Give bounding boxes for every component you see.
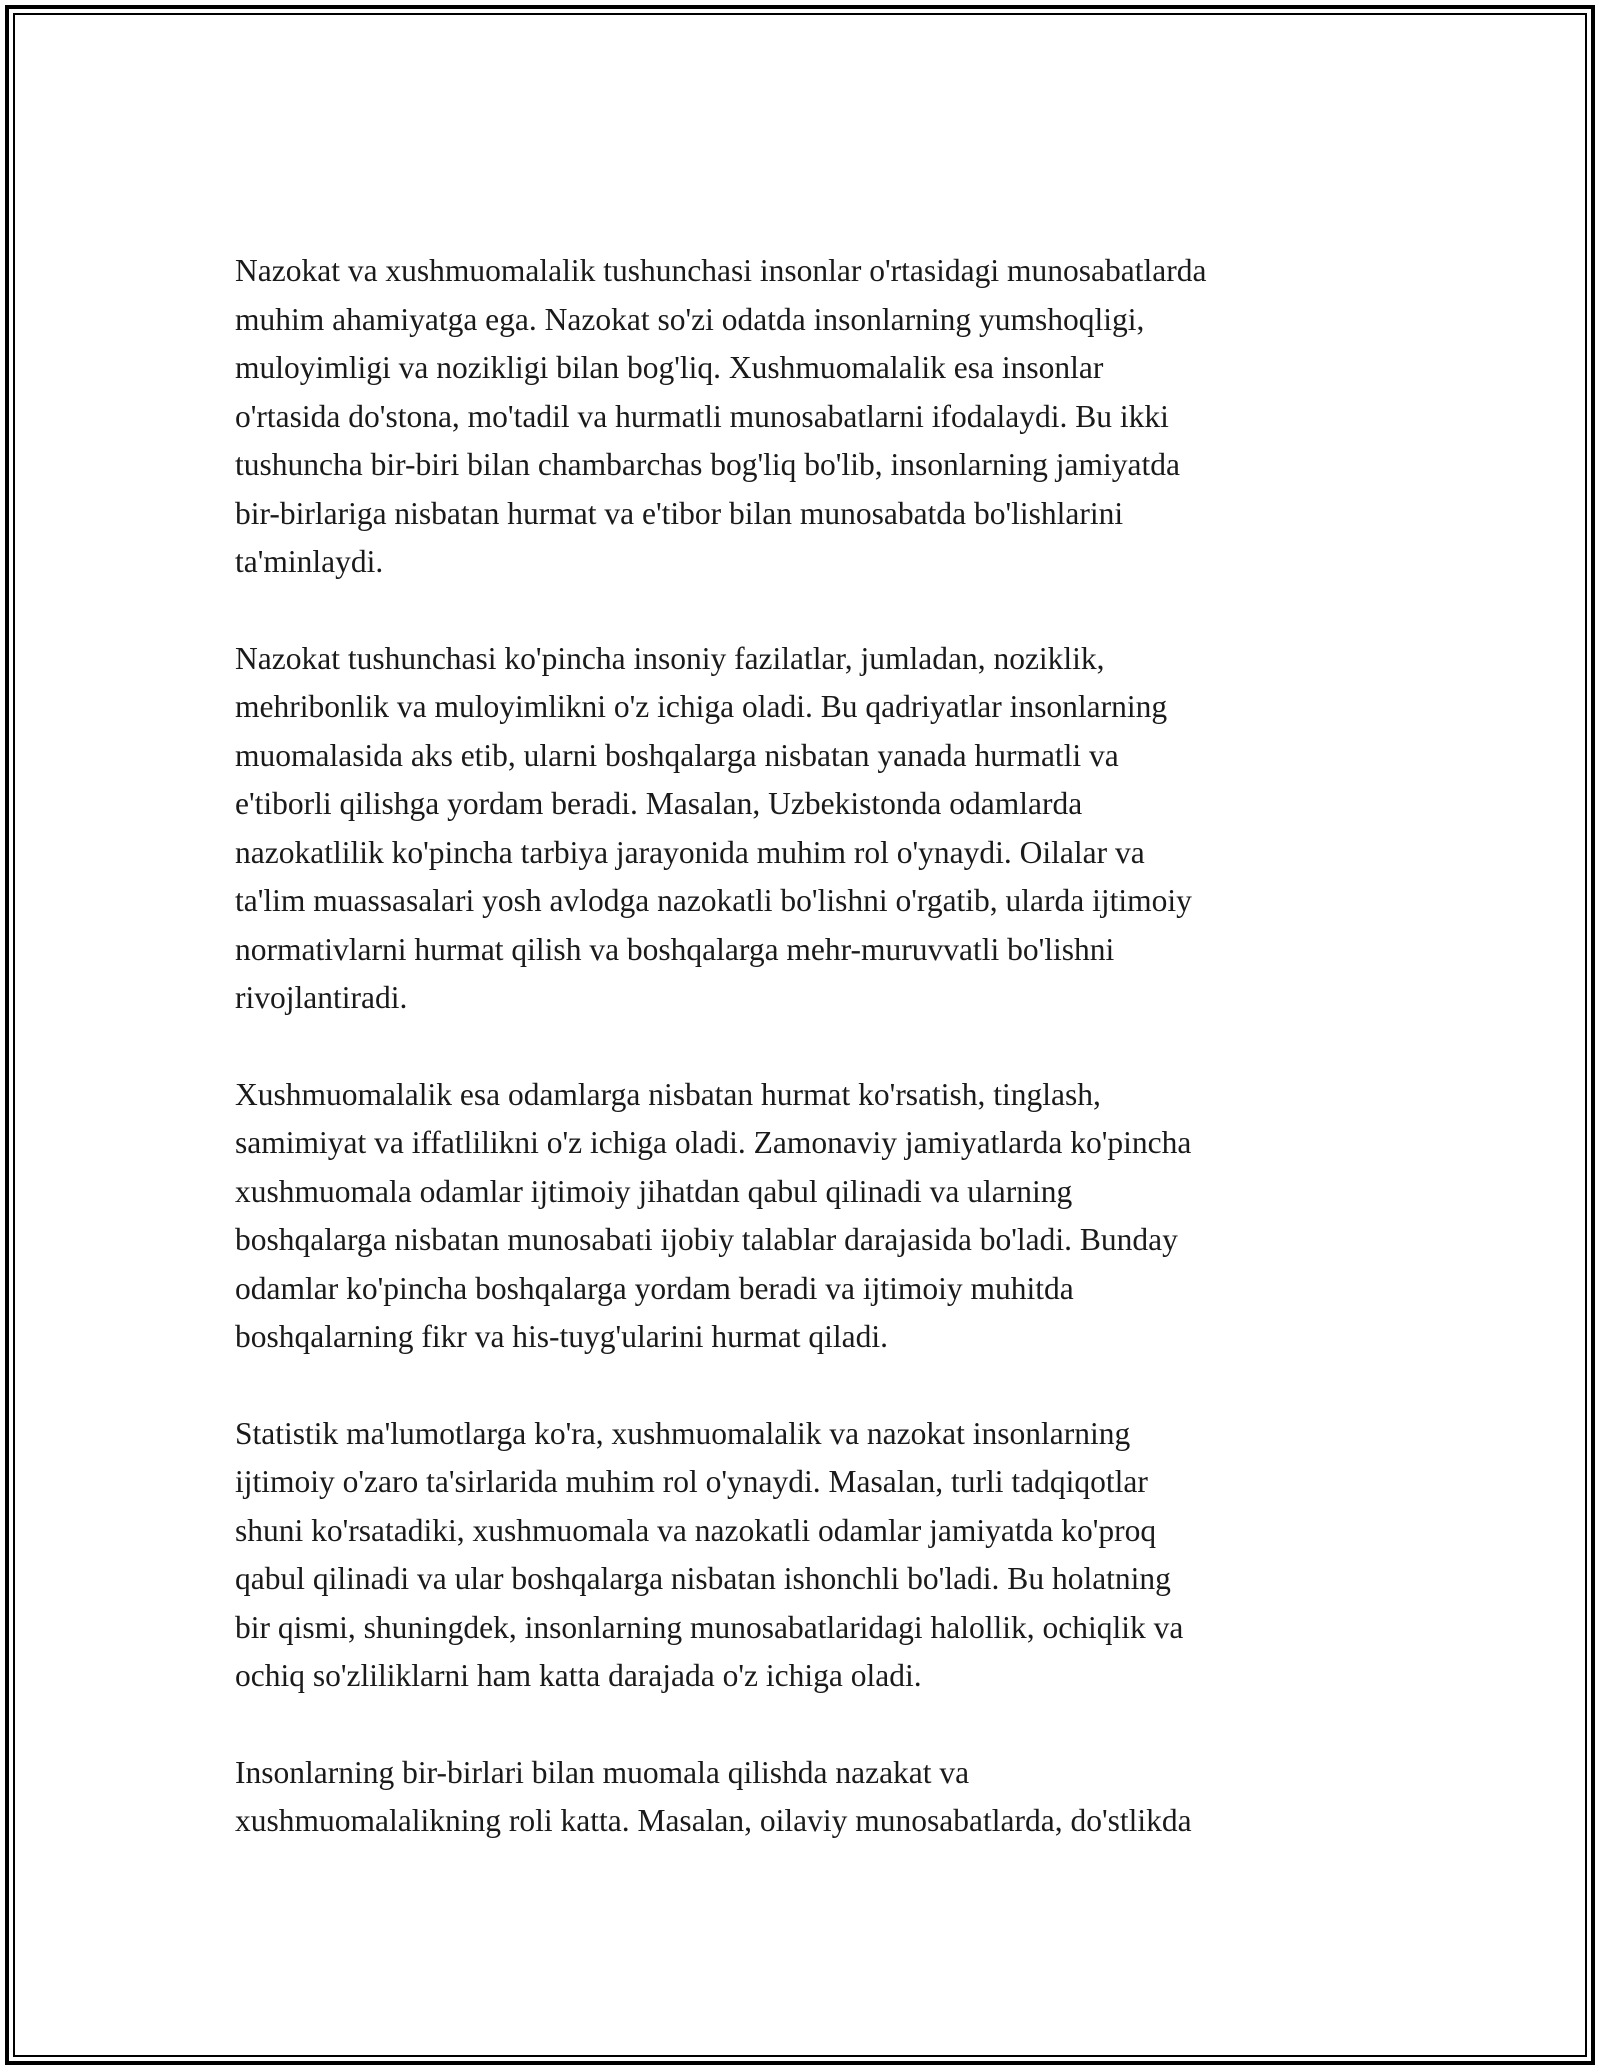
text-line: nazokatlilik ko'pincha tarbiya jarayonida muhim rol o'ynaydi. Oilalar va	[235, 834, 1145, 870]
text-line: normativlarni hurmat qilish va boshqalarga mehr-muruvvatli bo'lishni	[235, 931, 1115, 967]
text-line: qabul qilinadi va ular boshqalarga nisbatan ishonchli bo'ladi. Bu holatning	[235, 1561, 1171, 1596]
text-line: rivojlantiradi.	[235, 980, 408, 1015]
document-body	[235, 247, 1370, 1894]
paragraph	[235, 247, 1370, 587]
text-line: e'tiborli qilishga yordam beradi. Masalan, Uzbekistonda odamlarda	[235, 786, 1083, 821]
text-line: Nazokat va xushmuomalalik tushunchasi insonlar o'rtasidagi munosabatlarda	[235, 253, 1207, 288]
text-line: tushuncha bir-biri bilan chambarchas bog'liq bo'lib, insonlarning jamiyatda	[235, 447, 1180, 482]
text-line: xushmuomala odamlar ijtimoiy jihatdan qabul qilinadi va ularning	[235, 1173, 1073, 1209]
text-line: Statistik ma'lumotlarga ko'ra, xushmuomalalik va nazokat insonlarning	[235, 1415, 1131, 1451]
text-line: o'rtasida do'stona, mo'tadil va hurmatli munosabatlarni ifodalaydi. Bu ikki	[235, 398, 1169, 434]
text-line: bir qismi, shuningdek, insonlarning munosabatlaridagi halollik, ochiqlik va	[235, 1609, 1184, 1645]
paragraph	[235, 1410, 1370, 1701]
text-line: ta'minlaydi.	[235, 544, 384, 579]
text-line: xushmuomalalikning roli katta. Masalan, oilaviy munosabatlarda, do'stlikda	[235, 1803, 1192, 1838]
text-line: muhim ahamiyatga ega. Nazokat so'zi odatda insonlarning yumshoqligi,	[235, 301, 1145, 337]
text-line: ijtimoiy o'zaro ta'sirlarida muhim rol o'ynaydi. Masalan, turli tadqiqotlar	[235, 1464, 1148, 1499]
text-line: Nazokat tushunchasi ko'pincha insoniy fazilatlar, jumladan, noziklik,	[235, 640, 1105, 676]
text-line: odamlar ko'pincha boshqalarga yordam beradi va ijtimoiy muhitda	[235, 1270, 1074, 1306]
text-line: muomalasida aks etib, ularni boshqalarga nisbatan yanada hurmatli va	[235, 737, 1119, 773]
text-line: samimiyat va iffatlilikni o'z ichiga oladi. Zamonaviy jamiyatlarda ko'pincha	[235, 1125, 1192, 1160]
text-line: Xushmuomalalik esa odamlarga nisbatan hurmat ko'rsatish, tinglash,	[235, 1076, 1101, 1112]
paragraph	[235, 635, 1370, 1023]
text-line: ochiq so'zliliklarni ham katta darajada o'z ichiga oladi.	[235, 1658, 922, 1693]
text-line: bir-birlariga nisbatan hurmat va e'tibor bilan munosabatda bo'lishlarini	[235, 495, 1124, 531]
text-line: Insonlarning bir-birlari bilan muomala qilishda nazakat va	[235, 1754, 970, 1790]
paragraph	[235, 1749, 1370, 1846]
text-line: boshqalarga nisbatan munosabati ijobiy talablar darajasida bo'ladi. Bunday	[235, 1222, 1178, 1257]
text-line: mehribonlik va muloyimlikni o'z ichiga oladi. Bu qadriyatlar insonlarning	[235, 689, 1168, 724]
text-line: ta'lim muassasalari yosh avlodga nazokatli bo'lishni o'rgatib, ularda ijtimoiy	[235, 883, 1192, 918]
text-line: shuni ko'rsatadiki, xushmuomala va nazokatli odamlar jamiyatda ko'proq	[235, 1512, 1157, 1548]
text-line: boshqalarning fikr va his-tuyg'ularini hurmat qiladi.	[235, 1319, 889, 1354]
paragraph	[235, 1071, 1370, 1362]
text-line: muloyimligi va nozikligi bilan bog'liq. Xushmuomalalik esa insonlar	[235, 350, 1104, 385]
